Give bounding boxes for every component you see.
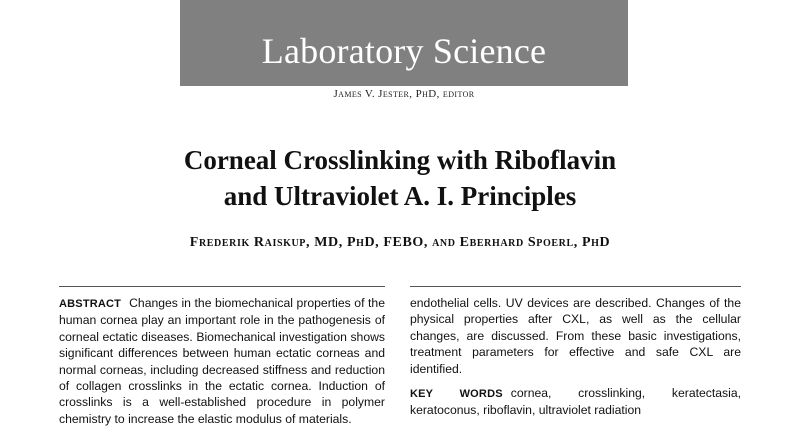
- section-title: Laboratory Science: [261, 31, 547, 71]
- right-column-rule: [410, 286, 741, 287]
- keywords-text: cornea, crosslinking, keratectasia, keratoconus, riboflavin, ultraviolet radiation: [410, 386, 741, 418]
- editor-credit: James V. Jester, PhD, editor: [333, 88, 475, 100]
- article-authors: Frederik Raiskup, MD, PhD, FEBO, and Eberhard Spoerl, PhD: [189, 235, 611, 250]
- keywords-label: KEY WORDS: [410, 388, 503, 401]
- section-header-band: [180, 0, 628, 86]
- left-column-rule: [59, 286, 385, 287]
- abstract-right-column: [410, 295, 741, 419]
- article-title: [60, 142, 740, 214]
- keywords-paragraph: [410, 385, 741, 419]
- abstract-left-column: [59, 295, 385, 427]
- abstract-paragraph: [59, 295, 385, 427]
- article-title-line-2: and Ultraviolet A. I. Principles: [223, 181, 577, 211]
- abstract-label: ABSTRACT: [59, 298, 122, 310]
- abstract-text-right: endothelial cells. UV devices are described. Changes of the physical properties after CXL, as well as the cellular changes, are discussed. From these basic investigations, treatment parameters for effective and safe CXL are identified.: [410, 296, 741, 376]
- abstract-text-left: Changes in the biomechanical properties of the human cornea play an important role in the pathogenesis of corneal ectatic diseases. Biomechanical investigation shows significant differences between human ectatic corneas and normal corneas, including decreased stiffness and reduction of collagen crosslinks in the ectatic cornea. Induction of crosslinks is a well-established procedure in polymer chemistry to increase the elastic modulus of materials.: [59, 296, 385, 426]
- article-title-line-1: Corneal Crosslinking with Riboflavin: [183, 145, 617, 175]
